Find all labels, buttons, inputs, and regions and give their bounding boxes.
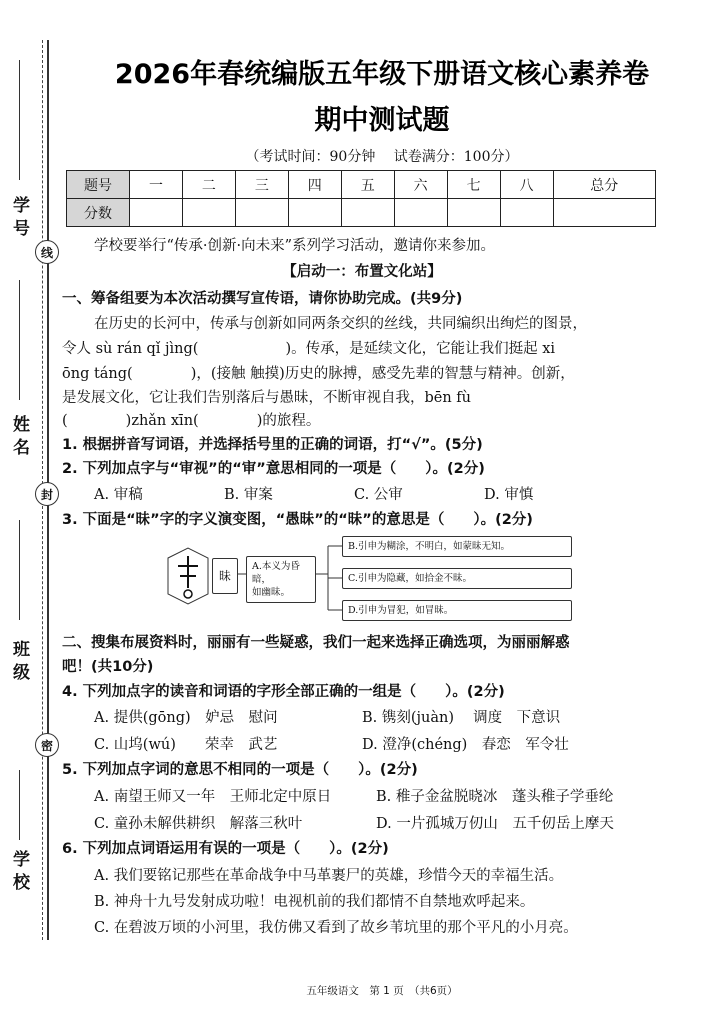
score-header-cell: 三 — [235, 171, 288, 199]
question-6: 6. 下列加点词语运用有误的一项是（ ）。(2分) — [62, 841, 389, 857]
modern-char-box: 昧 — [212, 558, 238, 594]
q4-option-c[interactable]: C. 山坞(wú) 荣幸 武艺 — [94, 737, 278, 753]
score-header-cell: 题号 — [67, 171, 130, 199]
name-label: 姓名 — [9, 415, 29, 461]
passage-line: 令人 sù rán qǐ jìng( )。传承，是延续文化，它能让我们挺起 xi — [62, 341, 556, 357]
student-id-blank — [19, 60, 20, 180]
score-label-cell: 分数 — [67, 199, 130, 227]
seal-feng: 封 — [35, 482, 59, 506]
score-table-score-row — [67, 199, 656, 227]
seal-mi: 密 — [35, 733, 59, 757]
passage-line: 在历史的长河中，传承与创新如同两条交织的丝线，共同编织出绚烂的图景， — [94, 316, 587, 332]
score-header-cell: 五 — [341, 171, 394, 199]
seal-xian: 线 — [35, 240, 59, 264]
meaning-a-box — [246, 556, 316, 603]
section2-heading: 二、搜集布展资料时，丽丽有一些疑惑，我们一起来选择正确选项，为丽丽解惑 — [62, 635, 570, 651]
character-evolution-diagram — [150, 532, 580, 628]
student-id-label: 学号 — [9, 196, 29, 242]
exam-info: （考试时间：90分钟 试卷满分：100分） — [245, 149, 519, 165]
q4-option-d[interactable]: D. 澄净(chéng) 春恋 军令壮 — [362, 737, 569, 753]
q5-option-c[interactable]: C. 童孙未解供耕织 解落三秋叶 — [94, 816, 303, 832]
question-5: 5. 下列加点字词的意思不相同的一项是（ ）。(2分) — [62, 762, 418, 778]
score-input-cell[interactable] — [394, 199, 447, 227]
meaning-a-line2: 如幽昧。 — [252, 587, 291, 598]
score-input-cell[interactable] — [235, 199, 288, 227]
score-header-cell: 四 — [288, 171, 341, 199]
score-input-cell[interactable] — [341, 199, 394, 227]
score-header-cell: 六 — [394, 171, 447, 199]
question-3: 3. 下面是“昧”字的字义演变图，“愚昧”的“昧”的意思是（ ）。(2分) — [62, 512, 533, 528]
passage-line: 是发展文化，它让我们告别落后与愚昧，不断审视自我，bēn fù — [62, 390, 472, 406]
score-table — [66, 170, 656, 227]
q2-option-b[interactable]: B. 审案 — [224, 487, 273, 503]
score-header-cell: 二 — [182, 171, 235, 199]
score-input-cell[interactable] — [130, 199, 183, 227]
q5-option-b[interactable]: B. 稚子金盆脱晓冰 蓬头稚子学垂纶 — [376, 789, 614, 805]
q6-option-a[interactable]: A. 我们要铭记那些在革命战争中马革裹尸的英雄，珍惜今天的幸福生活。 — [94, 868, 564, 884]
q5-option-a[interactable]: A. 南望王师又一年 王师北定中原日 — [94, 789, 332, 805]
score-header-cell: 总分 — [553, 171, 656, 199]
score-header-cell: 七 — [447, 171, 500, 199]
q6-option-b[interactable]: B. 神舟十九号发射成功啦！电视机前的我们都情不自禁地欢呼起来。 — [94, 894, 535, 910]
section1-heading: 一、筹备组要为本次活动撰写宣传语，请你协助完成。(共9分) — [62, 291, 463, 307]
meaning-b-box: B.引申为糊涂，不明白，如蒙昧无知。 — [342, 536, 572, 557]
question-4: 4. 下列加点字的读音和词语的字形全部正确的一组是（ ）。(2分) — [62, 684, 505, 700]
school-label: 学校 — [9, 850, 29, 896]
binding-sidebar — [0, 0, 62, 1018]
q4-option-a[interactable]: A. 提供(gōng) 妒忌 慰问 — [94, 710, 278, 726]
school-blank — [19, 770, 20, 840]
name-blank — [19, 280, 20, 400]
intro-text: 学校要举行“传承·创新·向未来”系列学习活动，邀请你来参加。 — [94, 238, 496, 254]
question-2: 2. 下列加点字与“审视”的“审”意思相同的一项是（ ）。(2分) — [62, 461, 485, 477]
exam-title: 2026年春统编版五年级下册语文核心素养卷 — [114, 59, 650, 90]
score-header-cell: 一 — [130, 171, 183, 199]
q2-option-a[interactable]: A. 审稿 — [94, 487, 143, 503]
q2-option-d[interactable]: D. 审慎 — [484, 487, 534, 503]
meaning-a-line1: A.本义为昏暗， — [252, 561, 300, 585]
class-label: 班级 — [9, 640, 29, 686]
q4-option-b[interactable]: B. 镌刻(juàn) 调度 下意识 — [362, 710, 561, 726]
q5-option-d[interactable]: D. 一片孤城万仞山 五千仞岳上摩天 — [376, 816, 614, 832]
page-footer: 五年级语文 第 1 页 （共6页） — [306, 985, 458, 997]
activity-title: 【启动一：布置文化站】 — [282, 264, 442, 280]
passage-line: ōng táng( )，(接触 触摸)历史的脉搏，感受先辈的智慧与精神。创新， — [62, 366, 575, 382]
score-input-cell[interactable] — [553, 199, 656, 227]
score-input-cell[interactable] — [288, 199, 341, 227]
passage-line: ( )zhǎn xīn( )的旅程。 — [62, 413, 321, 429]
question-1: 1. 根据拼音写词语，并选择括号里的正确的词语，打“√”。(5分) — [62, 437, 483, 453]
score-input-cell[interactable] — [500, 199, 553, 227]
score-input-cell[interactable] — [182, 199, 235, 227]
class-blank — [19, 520, 20, 620]
meaning-c-box: C.引申为隐藏，如拾金不昧。 — [342, 568, 572, 589]
meaning-d-box: D.引申为冒犯，如冒昧。 — [342, 600, 572, 621]
score-input-cell[interactable] — [447, 199, 500, 227]
score-table-header-row — [67, 171, 656, 199]
score-header-cell: 八 — [500, 171, 553, 199]
q6-option-c[interactable]: C. 在碧波万顷的小河里，我仿佛又看到了故乡苇坑里的那个平凡的小月亮。 — [94, 920, 578, 936]
exam-subtitle: 期中测试题 — [314, 105, 450, 136]
q2-option-c[interactable]: C. 公审 — [354, 487, 403, 503]
section2-heading-cont: 吧！(共10分) — [62, 659, 154, 675]
